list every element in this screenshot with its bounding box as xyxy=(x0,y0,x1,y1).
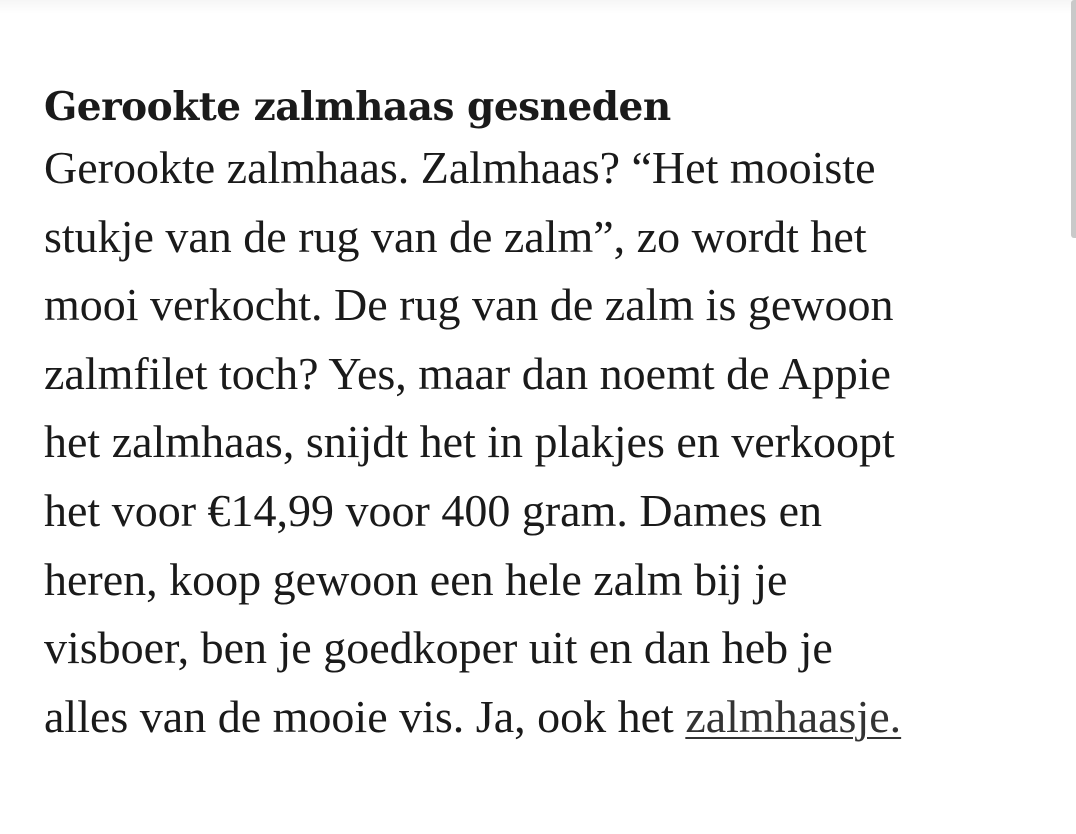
zalmhaasje-link[interactable]: zalmhaasje. xyxy=(685,690,902,742)
article-title: Gerookte zalmhaas gesneden xyxy=(44,84,671,130)
body-line-last xyxy=(44,683,1044,752)
body-line: zalmfilet toch? Yes, maar dan noemt de Appie xyxy=(44,347,891,399)
body-line: stukje van de rug van de zalm”, zo wordt het xyxy=(44,210,867,262)
body-line-last-text: alles van de mooie vis. Ja, ook het xyxy=(44,690,686,742)
article-section xyxy=(44,80,1044,751)
body-line: het zalmhaas, snijdt het in plakjes en verkoopt xyxy=(44,416,895,468)
body-line: heren, koop gewoon een hele zalm bij je xyxy=(44,553,788,605)
body-line: Gerookte zalmhaas. Zalmhaas? “Het mooiste xyxy=(44,142,876,193)
body-line: het voor €14,99 voor 400 gram. Dames en xyxy=(44,484,823,536)
body-line: visboer, ben je goedkoper uit en dan heb je xyxy=(44,622,833,674)
article-body xyxy=(44,134,1044,751)
scrollbar-thumb[interactable] xyxy=(1071,0,1076,238)
body-line: mooi verkocht. De rug van de zalm is gewoon xyxy=(44,279,894,331)
scrollbar[interactable] xyxy=(1070,0,1076,250)
top-fade xyxy=(0,0,1076,14)
